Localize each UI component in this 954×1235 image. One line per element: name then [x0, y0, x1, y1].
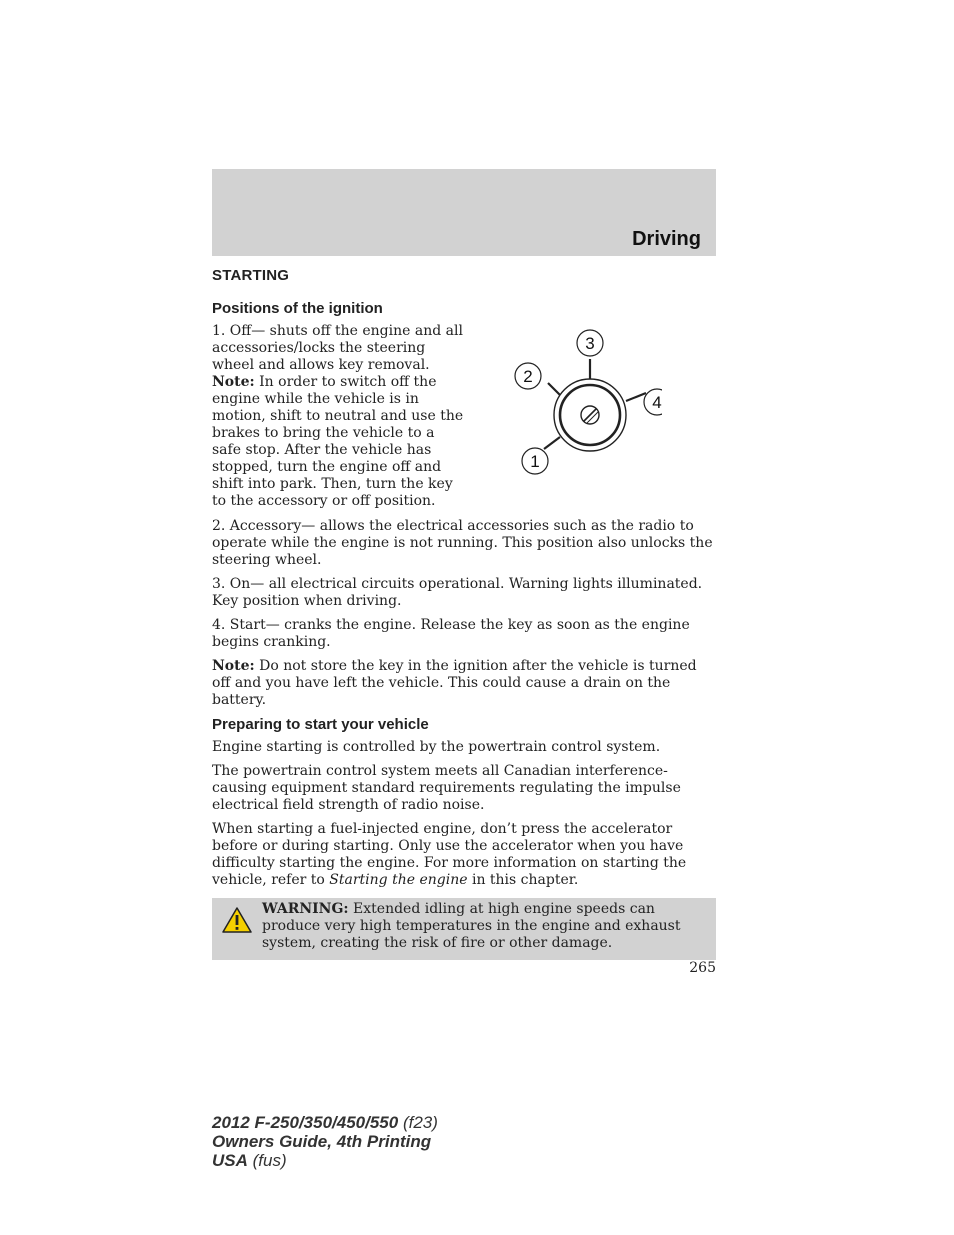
ignition-item1	[212, 323, 464, 510]
section-title: STARTING	[212, 267, 290, 284]
ignition-item1-block	[212, 323, 716, 510]
warning-triangle-icon	[222, 907, 252, 938]
footer-model: 2012 F-250/350/450/550	[212, 1113, 399, 1132]
label-1: 1	[530, 452, 540, 471]
chapter-title: Driving	[632, 228, 701, 250]
p3-italic-link: Starting the engine	[329, 872, 468, 888]
ignition-diagram	[502, 325, 662, 480]
document-footer	[212, 1113, 438, 1170]
ignition-note2	[212, 658, 716, 709]
tick-pos4	[626, 393, 646, 401]
footer-line3	[212, 1151, 438, 1170]
footer-market-code: (fus)	[247, 1151, 287, 1170]
footer-line2: Owners Guide, 4th Printing	[212, 1132, 432, 1151]
preparing-heading: Preparing to start your vehicle	[212, 716, 429, 733]
ignition-item2: 2. Accessory— allows the electrical accessories such as the radio to operate while the engine is not running. This position also unlocks the steering wheel.	[212, 518, 713, 568]
item1-note: In order to switch off the engine while the vehicle is in motion, shift to neutral and use the brakes to bring the vehicle to a safe stop. After the vehicle has stopped, turn the engine off and shift into park. Then, turn the key to the accessory or off position.	[212, 374, 464, 509]
warning-text	[262, 901, 681, 951]
label-4: 4	[652, 393, 662, 412]
ignition-item3: 3. On— all electrical circuits operational. Warning lights illuminated. Key position when driving.	[212, 576, 703, 609]
label-3: 3	[585, 334, 595, 353]
ignition-item4: 4. Start— cranks the engine. Release the key as soon as the engine begins cranking.	[212, 617, 690, 650]
p3-end: in this chapter.	[467, 872, 579, 888]
footer-market: USA	[212, 1151, 248, 1170]
note2-label: Note:	[212, 658, 255, 674]
preparing-p3	[212, 821, 716, 889]
item1-text: 1. Off— shuts off the engine and all accessories/locks the steering wheel and allows key removal.	[212, 323, 463, 373]
ignition-switch-diagram	[502, 325, 662, 475]
warning-body: Extended idling at high engine speeds can produce very high temperatures in the engine and exhaust system, creating the risk of fire or other damage.	[262, 901, 681, 951]
footer-line1	[212, 1113, 438, 1132]
page-content	[212, 266, 716, 960]
chapter-header-band	[212, 169, 716, 256]
warning-box	[212, 898, 716, 960]
warning-label: WARNING:	[262, 901, 349, 917]
note2-text: Do not store the key in the ignition after the vehicle is turned off and you have left the vehicle. This could cause a drain on the battery.	[212, 658, 697, 708]
preparing-p2: The powertrain control system meets all Canadian interference-causing equipment standard requirements regulating the impulse electrical field strength of radio noise.	[212, 763, 681, 813]
preparing-p1: Engine starting is controlled by the powertrain control system.	[212, 739, 661, 755]
page-number: 265	[689, 960, 716, 976]
ignition-heading: Positions of the ignition	[212, 300, 383, 317]
note-label: Note:	[212, 374, 255, 390]
label-2: 2	[523, 367, 533, 386]
p3-text: When starting a fuel-injected engine, don’t press the accelerator before or during starting. Only use the accelerator when you have difficulty starting the engine. For more information on starting the vehicle, refer to	[212, 821, 687, 888]
tick-pos1	[544, 437, 560, 449]
footer-code: (f23)	[398, 1113, 438, 1132]
